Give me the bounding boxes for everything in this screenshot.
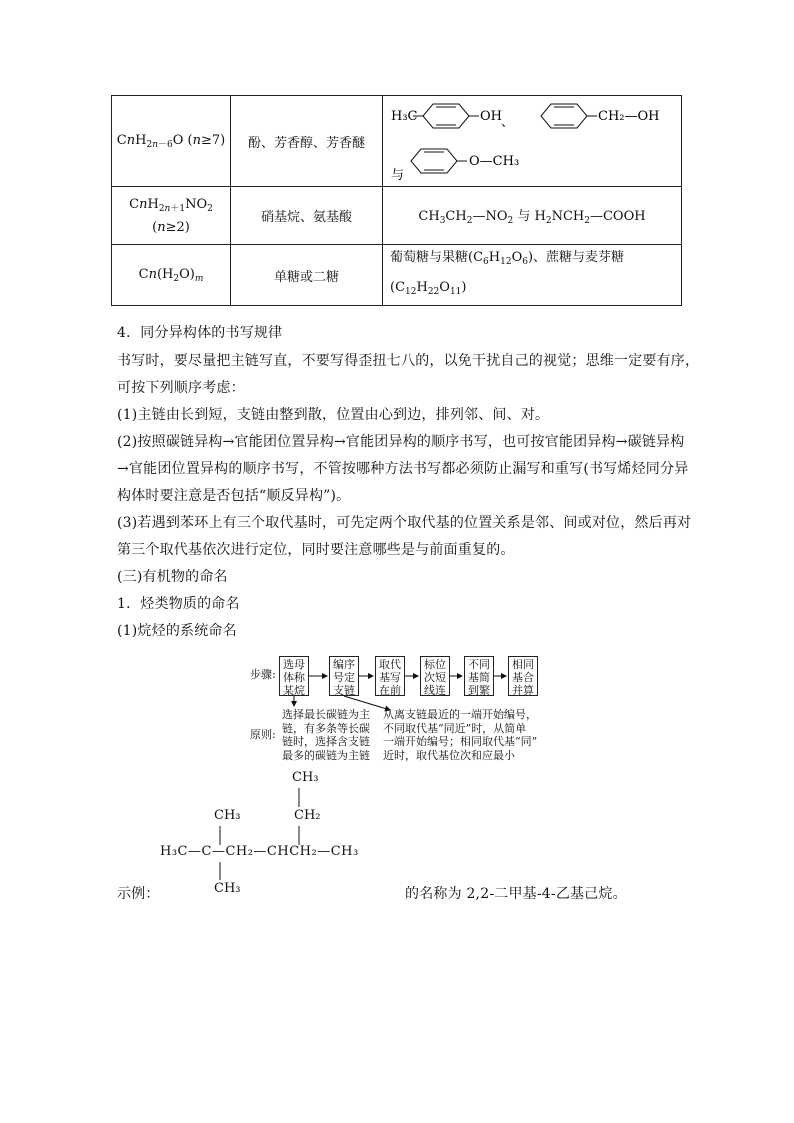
- section-heading: (三)有机物的命名: [117, 569, 228, 585]
- step-box: 相同 基合 并算: [508, 656, 538, 696]
- paragraph: 书写时，要尽量把主链写直，不要写得歪扭七八的，以免干扰自己的视觉；思维一定要有序，: [117, 353, 700, 369]
- hydroxyl-label: OH: [480, 109, 502, 124]
- step-box: 不同 基简 到繁: [464, 656, 494, 696]
- example-label: 示例：: [117, 886, 160, 902]
- step-box: 选母 体称 某烷: [279, 656, 309, 696]
- formula-condition: (n≥2): [152, 219, 190, 235]
- example-result: 的名称为 2,2-二甲基-4-乙基己烷。: [405, 886, 627, 902]
- sub-heading: (1)烷烃的系统命名: [117, 623, 237, 639]
- ch2oh-label: CH₂—OH: [598, 109, 660, 124]
- methyl-up-label: CH₃: [214, 808, 241, 823]
- class-cell: 硝基烷、氨基酸: [231, 187, 383, 245]
- sugar-examples-line: 葡萄糖与果糖$(C_6H_{12}O_6)$、蔗糖与麦芽糖: [390, 250, 625, 267]
- ethyl-ch3-label: CH₃: [292, 770, 319, 785]
- methyl-group-label: H₃C: [391, 109, 418, 124]
- paragraph: 第三个取代基依次进行定位，同时要注意哪些是与前面重复的。: [117, 542, 515, 558]
- sugar-examples-formula: $(C_{12}H_{22}O_{11})$: [390, 280, 467, 297]
- formula-cell: CnH$_{2n-6}$O (n≥7): [112, 96, 231, 187]
- paragraph: (2)按照碳链异构→官能团位置异构→官能团异构的顺序书写，也可按官能团异构→碳链异构: [117, 434, 685, 450]
- paragraph: 构体时要注意是否包括“顺反异构”)。: [117, 488, 351, 504]
- ethyl-ch2-label: CH₂: [294, 808, 321, 823]
- sub-heading: 1．烃类物质的命名: [117, 596, 240, 612]
- rule-longest-chain: 选择最长碳链为主 链，有多条等长碳 链时，选择含支链 最多的碳链为主链: [282, 708, 370, 762]
- rule-numbering: 从离支链最近的一端开始编号， 不同取代基“同近”时，从简单 一端开始编号；相同取代基“同” 近时，取代基位次和应最小: [383, 708, 538, 762]
- methoxy-label: O—CH₃: [469, 154, 520, 169]
- prefix-label: 与: [391, 168, 405, 183]
- step-box: 编序 号定 支链: [329, 656, 359, 696]
- section-heading-4: 4．同分异构体的书写规律: [117, 325, 283, 341]
- paragraph: (3)若遇到苯环上有三个取代基时，可先定两个取代基的位置关系是邻、间或对位，然后再对: [117, 515, 692, 531]
- paragraph: (1)主链由长到短，支链由整到散，位置由心到边，排列邻、间、对。: [117, 407, 550, 423]
- class-cell: 酚、芳香醇、芳香醚: [231, 96, 383, 187]
- formula-cell: $Cn(H_2O)_m$: [112, 245, 231, 306]
- separator: 、: [501, 115, 515, 130]
- formula-line: $CnH_{2n+1}NO_2$: [129, 196, 213, 214]
- rule-label: 原则:: [250, 728, 276, 741]
- main-chain-label: H₃C—C—CH₂—CHCH₂—CH₃: [160, 844, 359, 859]
- step-box: 取代 基写 在前: [375, 656, 405, 696]
- paragraph: 可按下列顺序考虑：: [117, 380, 245, 396]
- steps-label: 步骤:: [250, 668, 276, 681]
- paragraph: →官能团位置异构的顺序书写，不管按哪种方法书写都必须防止漏写和重写(书写烯烃同分异: [117, 461, 689, 477]
- methyl-down-label: CH₃: [214, 881, 241, 896]
- step-box: 标位 次短 线连: [420, 656, 450, 696]
- example-cell: $CH_3CH_2—NO_2$ 与 $H_2NCH_2—COOH$: [383, 187, 682, 245]
- class-cell: 单糖或二糖: [231, 245, 383, 306]
